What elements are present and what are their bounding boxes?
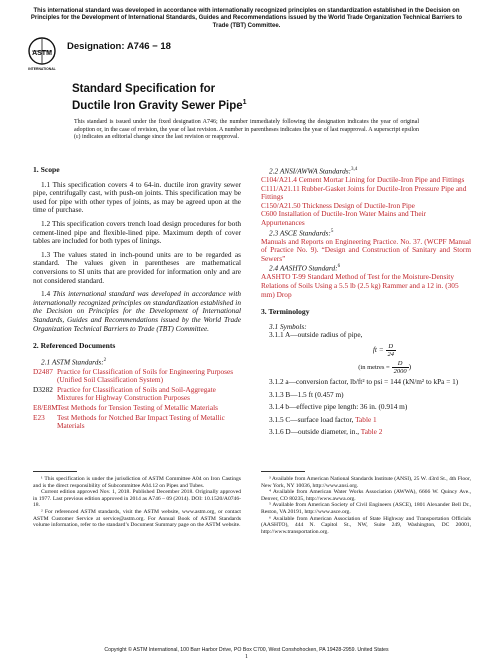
scope-heading: 1. Scope (33, 165, 60, 174)
asce-manual-link[interactable]: Manuals and Reports on Engineering Practice. No. 37. (WCPF Manual of Practice No. 9). “Design and Construction of Sanitary and Storm Sewers” (261, 236, 471, 263)
astm-logo (27, 36, 57, 72)
copyright-footer: Copyright © ASTM International, 100 Barr Harbor Drive, PO Box C700, West Conshohocken, PA 19428-2959. United States (104, 647, 389, 653)
asce-label: 2.3 ASCE Standards:$^5$ (269, 228, 334, 237)
astm-ref-title[interactable]: Test Methods for Tension Testing of Metallic Materials (57, 403, 218, 413)
footnote-rule-left (33, 471, 77, 472)
ansi-label: 2.2 ANSI/AWWA Standards:$^{3,4}$ (269, 166, 358, 176)
ansi-ref-item[interactable] (261, 185, 471, 202)
astm-ref-code[interactable]: E23 (33, 412, 45, 422)
footnote: ³ Available from American National Standards Institute (ANSI), 25 W. 43rd St., 4th Floor, New York, NY 10036, http://www.ansi.org. (261, 476, 471, 489)
astm-ref-title[interactable]: Practice for Classification of Soils and Soil-Aggregate Mixtures for Highway Construction Purposes (57, 384, 216, 403)
def-d: 3.1.6 D—outside diameter, in., Table 2 (269, 427, 383, 437)
def-a-lower: 3.1.2 a—conversion factor, lb/ft² to psi = 144 (kN/m² to kPa = 1) (269, 376, 459, 386)
aashto-ref[interactable]: AASHTO T-99 Standard Method of Test for the Moisture-Density Relations of Soils Using a 5.5 lb (2.5 kg) Rammer and a 12 in. (305 mm) Drop (261, 272, 459, 299)
ansi-ref-code[interactable]: C600 (261, 209, 277, 219)
table-1-link[interactable]: Table 1 (355, 414, 377, 424)
footnotes-right (261, 476, 471, 535)
ansi-ref-item[interactable] (261, 210, 471, 227)
scope-1-2: 1.2 This specification covers trench load design procedures for both cement-lined pipe and flexible-lined pipe. Maximum depth of cover tables are included for both types of linings. (33, 218, 241, 246)
scope-1-3: 1.3 The values stated in inch-pound units are to be regarded as standard. The values given in parentheses are mathematical conversions to SI units that are provided for information only and are not considered standard. (33, 249, 241, 285)
svg-text:INTERNATIONAL: INTERNATIONAL (28, 67, 56, 71)
footnote-rule-right (261, 471, 305, 472)
equation-ft: ft = $\frac{D}{24}$ (372, 342, 394, 358)
astm-ref-title[interactable]: Practice for Classification of Soils for Engineering Purposes (Unified Soil Classification System) (57, 366, 234, 385)
def-b: 3.1.3 B—1.5 ft (0.457 m) (269, 389, 344, 399)
tbt-notice: This international standard was developed in accordance with internationally recognized principles on standardization established in the Decision on Principles for the Development of International Standards, Guides and Recommendations issued by the World Trade Organization Technical Barriers to Trade (TBT) Committee. (30, 8, 463, 29)
footnotes-left (33, 476, 241, 529)
equation-metres: (in metres = $\frac{D}{2000}$ ) (358, 359, 411, 375)
scope-1-4: 1.4 This international standard was developed in accordance with internationally recognized principles on standardization established in the Decision on Principles for the Development of International Standards, Guides and Recommendations issued by the World Trade Organization Technical Barriers to Trade (TBT) Committee. (33, 289, 241, 333)
footnote: ¹ This specification is under the jurisdiction of ASTM Committee A04 on Iron Castings and is the direct responsibility of Subcommittee A04.12 on Pipes and Tubes. (33, 476, 241, 489)
ansi-ref-title[interactable]: Cement Mortar Lining for Ductile-Iron Pipe and Fittings (298, 175, 465, 185)
symbols-label: 3.1 Symbols: (269, 321, 307, 331)
issued-note: This standard is issued under the fixed designation A746; the number immediately following the designation indicates the year of original adoption or, in the case of revision, the year of last revision. A number in parentheses indicates the year of last reapproval. A superscript epsilon (ε) indicates an editorial change since the last revision or reapproval. (74, 119, 419, 141)
designation: Designation: A746 − 18 (67, 41, 171, 52)
astm-ref-item[interactable] (33, 368, 241, 385)
astm-ref-item[interactable] (33, 386, 241, 403)
refs-heading: 2. Referenced Documents (33, 341, 116, 351)
footnote: ⁵ Available from American Society of Civil Engineers (ASCE), 1801 Alexander Bell Dr., Reston, VA 20191, http://www.asce.org. (261, 502, 471, 515)
astm-logo-icon (27, 36, 57, 72)
aashto-label: 2.4 AASHTO Standard:$^6$ (269, 263, 341, 273)
astm-ref-code[interactable]: D3282 (33, 384, 53, 394)
def-c: 3.1.5 C—surface load factor, Table 1 (269, 414, 377, 424)
astm-ref-code[interactable]: D2487 (33, 366, 53, 376)
ansi-ref-code[interactable]: C104/A21.4 (261, 175, 297, 185)
ansi-ref-code[interactable]: C111/A21.11 (261, 183, 300, 193)
title-line-1: Standard Specification for (72, 83, 216, 95)
ansi-ref-title[interactable]: Installation of Ductile-Iron Water Mains and Their Appurtenances (261, 209, 427, 227)
astm-ref-item[interactable] (33, 404, 241, 413)
right-column (261, 166, 471, 437)
table-2-link[interactable]: Table 2 (360, 427, 383, 437)
astm-standards-label: 2.1 ASTM Standards:$^2$ (41, 357, 107, 367)
scope-1-1: 1.1 This specification covers 4 to 64-in. ductile iron gravity sewer pipe, centrifugally cast, with push-on joints. This specification may be used for pipe with other types of joints, as may be agreed upon at the time of purchase. (33, 179, 241, 215)
document-title (72, 82, 422, 113)
footnote: ² For referenced ASTM standards, visit the ASTM website, www.astm.org, or contact ASTM Customer Service at service@astm.org. For Annual Book of ASTM Standards volume information, refer to the standard’s Document Summary page on the ASTM website. (33, 508, 241, 529)
ansi-ref-title[interactable]: Rubber-Gasket Joints for Ductile-Iron Pressure Pipe and Fittings (261, 183, 467, 202)
left-column (33, 166, 241, 432)
page-number: 1 (245, 654, 248, 660)
svg-text:ASTM: ASTM (32, 50, 52, 57)
footnote: ⁴ Available from American Water Works Association (AWWA), 6666 W. Quincy Ave., Denver, CO 80235, http://www.awwa.org. (261, 489, 471, 502)
ansi-ref-title[interactable]: Thickness Design of Ductile-Iron Pipe (302, 200, 415, 210)
title-line-2: Ductile Iron Gravity Sewer Pipe$^1$ (72, 99, 247, 112)
footnote: ⁶ Available from American Association of State Highway and Transportation Officials (AASHTO), 444 N. Capitol St., NW, Suite 249, Washington, DC 20001, http://www.transportation.org. (261, 515, 471, 535)
astm-ref-title[interactable]: Test Methods for Notched Bar Impact Testing of Metallic Materials (57, 412, 225, 431)
ansi-standards-list (261, 176, 471, 228)
ansi-ref-code[interactable]: C150/A21.50 (261, 200, 301, 210)
def-b-lower: 3.1.4 b—effective pipe length: 36 in. (0.914 m) (269, 402, 408, 412)
terminology-heading: 3. Terminology (261, 307, 310, 317)
footnote: Current edition approved Nov. 1, 2018. Published December 2018. Originally approved in 1977. Last previous edition approved in 2014 as A746 – 09 (2014). DOI: 10.1520/A0746-18. (33, 489, 241, 509)
def-a: 3.1.1 A—outside radius of pipe, (269, 330, 363, 340)
astm-ref-item[interactable] (33, 414, 241, 431)
astm-standards-list (33, 368, 241, 431)
astm-ref-code[interactable]: E8/E8M (33, 403, 58, 413)
